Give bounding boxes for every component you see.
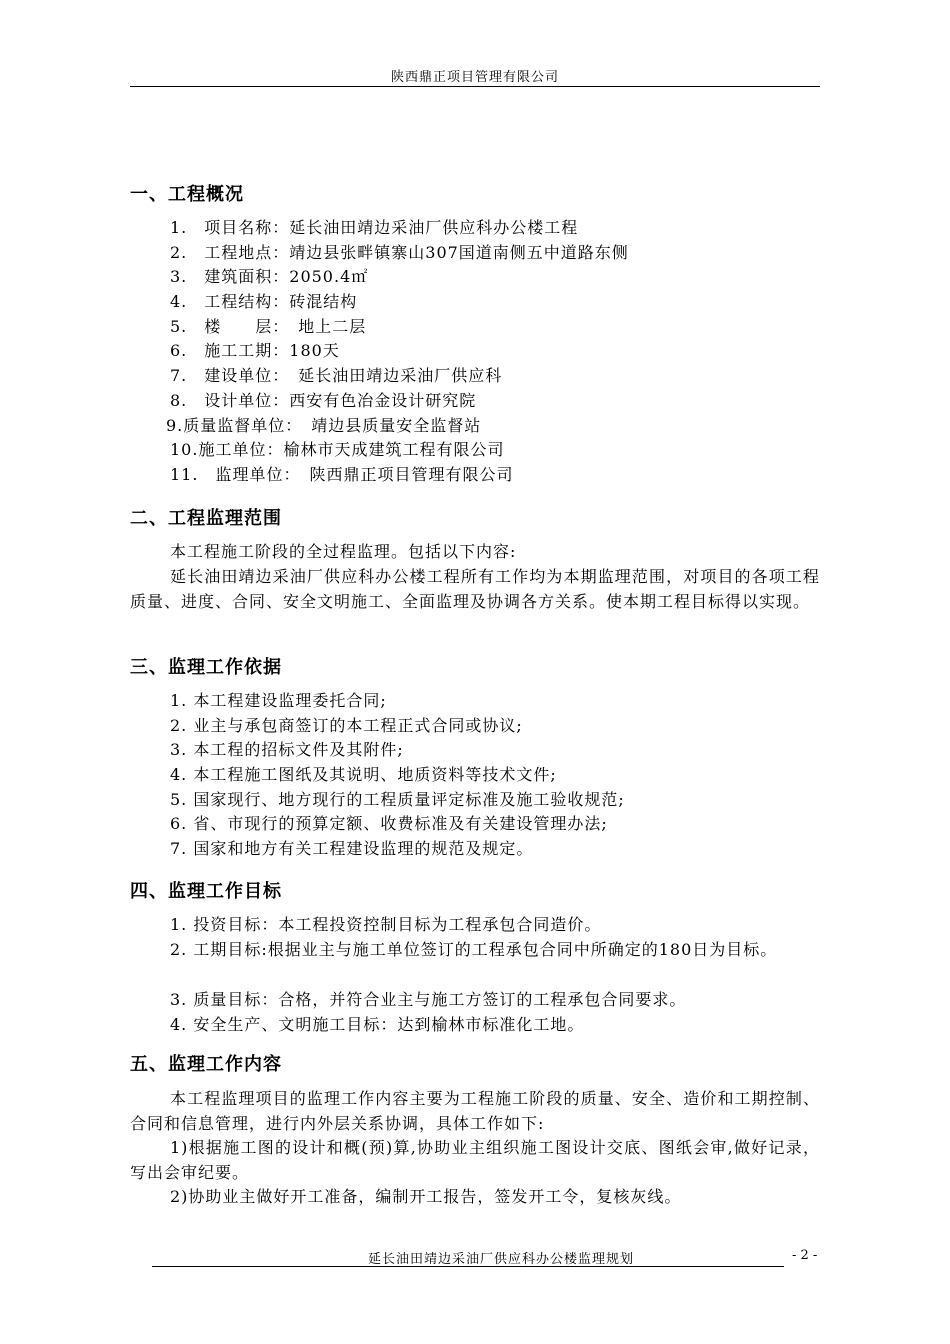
- list-item: 2. 工程地点：靖边县张畔镇寨山307国道南侧五中道路东侧: [170, 242, 629, 262]
- section-title-overview: 一、工程概况: [130, 184, 244, 205]
- list-item: 8. 设计单位：西安有色冶金设计研究院: [170, 390, 477, 410]
- section-title-goals: 四、监理工作目标: [130, 881, 282, 902]
- paragraph: 本工程监理项目的监理工作内容主要为工程施工阶段的质量、安全、造价和工期控制、合同和信息管理，进行内外层关系协调，具体工作如下:: [130, 1089, 820, 1133]
- list-item: 5. 国家现行、地方现行的工程质量评定标准及施工验收规范;: [170, 789, 625, 809]
- paragraph: 2)协助业主做好开工准备，编制开工报告，签发开工令，复核灰线。: [170, 1187, 682, 1206]
- paragraph: 3. 质量目标：合格，并符合业主与施工方签订的工程承包合同要求。: [170, 990, 687, 1009]
- page-footer-title: 延长油田靖边采油厂供应科办公楼监理规划: [368, 1252, 635, 1267]
- list-item: 10.施工单位：榆林市天成建筑工程有限公司: [170, 440, 505, 460]
- page-number: - 2 -: [792, 1248, 818, 1263]
- list-item: 3. 建筑面积：2050.4㎡: [170, 267, 369, 287]
- overview-list: [166, 216, 629, 488]
- list-item: 7. 建设单位： 延长油田靖边采油厂供应科: [170, 366, 503, 386]
- paragraph: 2. 工期目标:根据业主与施工单位签订的工程承包合同中所确定的180日为目标。: [170, 940, 778, 959]
- list-item: 6. 省、市现行的预算定额、收费标准及有关建设管理办法;: [170, 814, 608, 834]
- section-title-scope: 二、工程监理范围: [130, 508, 282, 529]
- paragraph: 1. 投资目标：本工程投资控制目标为工程承包合同造价。: [170, 915, 602, 934]
- list-item: 4. 本工程施工图纸及其说明、地质资料等技术文件;: [170, 765, 557, 785]
- section-title-content: 五、监理工作内容: [130, 1054, 282, 1075]
- footer-divider: [152, 1266, 784, 1267]
- header-divider: [130, 86, 820, 87]
- paragraph: 本工程施工阶段的全过程监理。包括以下内容:: [170, 542, 517, 561]
- list-item: 3. 本工程的招标文件及其附件;: [170, 740, 404, 760]
- paragraph: 1)根据施工图的设计和概(预)算,协助业主组织施工图设计交底、图纸会审,做好记录，写出会审纪要。: [130, 1138, 820, 1182]
- list-item: 9.质量监督单位： 靖边县质量安全监督站: [166, 415, 482, 435]
- list-item: 1. 项目名称：延长油田靖边采油厂供应科办公楼工程: [170, 218, 579, 237]
- list-item: 2. 业主与承包商签订的本工程正式合同或协议;: [170, 715, 523, 735]
- list-item: 1. 本工程建设监理委托合同;: [170, 691, 387, 710]
- basis-list: [170, 689, 625, 862]
- list-item: 6. 施工工期：180天: [170, 341, 340, 361]
- page-header-company: 陕西鼎正项目管理有限公司: [390, 70, 559, 85]
- list-item: 11. 监理单位： 陕西鼎正项目管理有限公司: [170, 464, 514, 484]
- section-title-basis: 三、监理工作依据: [130, 657, 282, 678]
- list-item: 4. 工程结构：砖混结构: [170, 292, 358, 312]
- list-item: 5. 楼 层： 地上二层: [170, 316, 367, 336]
- list-item: 7. 国家和地方有关工程建设监理的规范及规定。: [170, 839, 534, 859]
- paragraph: 延长油田靖边采油厂供应科办公楼工程所有工作均为本期监理范围，对项目的各项工程质量、进度、合同、安全文明施工、全面监理及协调各方关系。使本期工程目标得以实现。: [130, 567, 820, 611]
- paragraph: 4. 安全生产、文明施工目标：达到榆林市标准化工地。: [170, 1015, 585, 1034]
